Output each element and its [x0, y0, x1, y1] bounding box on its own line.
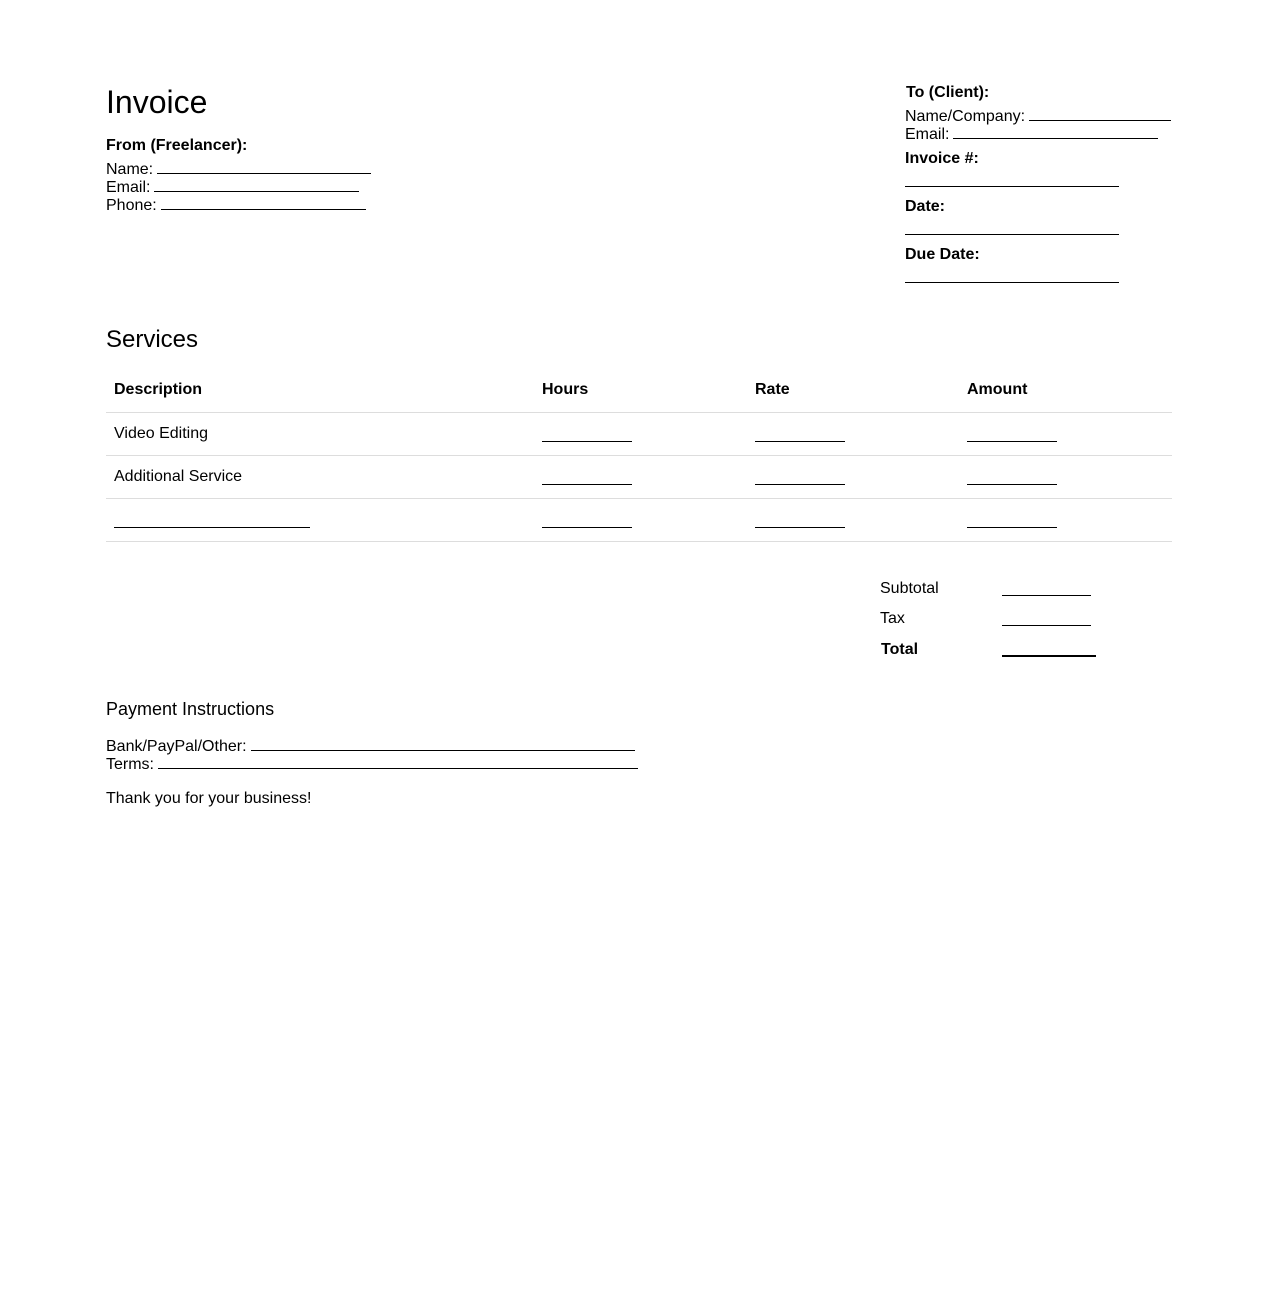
from-name-blank[interactable]: [157, 159, 371, 174]
payment-instructions-title: Payment Instructions: [106, 699, 275, 719]
table-header-row: [106, 369, 1172, 413]
services-title: Services: [106, 326, 199, 353]
row-rate-blank[interactable]: [755, 527, 845, 528]
row-description: Video Editing: [114, 425, 208, 442]
table-row: [106, 413, 1172, 456]
to-name-blank[interactable]: [1029, 106, 1171, 121]
payment-method-field: [106, 736, 635, 756]
row-description-blank[interactable]: [114, 527, 310, 528]
due-date-label: Due Date:: [905, 246, 980, 263]
from-phone-label: Phone:: [106, 197, 157, 214]
invoice-title: Invoice: [106, 84, 208, 120]
row-amount-blank[interactable]: [967, 527, 1057, 528]
from-name-field: [106, 159, 371, 179]
column-header-rate: Rate: [755, 381, 790, 398]
payment-method-blank[interactable]: [251, 736, 635, 751]
to-email-label: Email:: [905, 126, 950, 143]
row-description: Additional Service: [114, 468, 243, 485]
payment-terms-field: [106, 754, 638, 774]
row-amount-blank[interactable]: [967, 441, 1057, 442]
tax-blank[interactable]: [1002, 625, 1091, 626]
closing-message: Thank you for your business!: [106, 790, 312, 807]
payment-terms-blank[interactable]: [158, 754, 638, 769]
to-email-field: [905, 124, 1158, 144]
date-label: Date:: [905, 198, 946, 215]
subtotal-blank[interactable]: [1002, 595, 1091, 596]
from-heading: From (Freelancer):: [106, 137, 248, 154]
services-table: [106, 369, 1172, 542]
from-email-blank[interactable]: [154, 177, 359, 192]
tax-label: Tax: [880, 610, 905, 627]
column-header-hours: Hours: [542, 381, 589, 398]
row-rate-blank[interactable]: [755, 484, 845, 485]
to-heading: To (Client):: [906, 84, 990, 101]
from-name-label: Name:: [106, 161, 154, 178]
row-hours-blank[interactable]: [542, 527, 632, 528]
subtotal-label: Subtotal: [880, 580, 939, 597]
date-blank[interactable]: [905, 234, 1119, 235]
total-label: Total: [881, 641, 919, 658]
table-row: [106, 456, 1172, 499]
from-phone-blank[interactable]: [161, 195, 366, 210]
table-row: [106, 499, 1172, 542]
payment-terms-label: Terms:: [106, 756, 154, 773]
to-name-field: [905, 106, 1171, 126]
to-email-blank[interactable]: [953, 124, 1158, 139]
column-header-amount: Amount: [967, 381, 1028, 398]
row-hours-blank[interactable]: [542, 441, 632, 442]
from-email-label: Email:: [106, 179, 151, 196]
column-header-description: Description: [114, 381, 203, 398]
from-email-field: [106, 177, 359, 197]
row-rate-blank[interactable]: [755, 441, 845, 442]
invoice-number-label: Invoice #:: [905, 150, 979, 167]
due-date-blank[interactable]: [905, 282, 1119, 283]
row-amount-blank[interactable]: [967, 484, 1057, 485]
row-hours-blank[interactable]: [542, 484, 632, 485]
invoice-number-blank[interactable]: [905, 186, 1119, 187]
to-name-label: Name/Company:: [905, 108, 1026, 125]
from-phone-field: [106, 195, 366, 215]
payment-method-label: Bank/PayPal/Other:: [106, 738, 247, 755]
total-blank[interactable]: [1002, 655, 1096, 657]
